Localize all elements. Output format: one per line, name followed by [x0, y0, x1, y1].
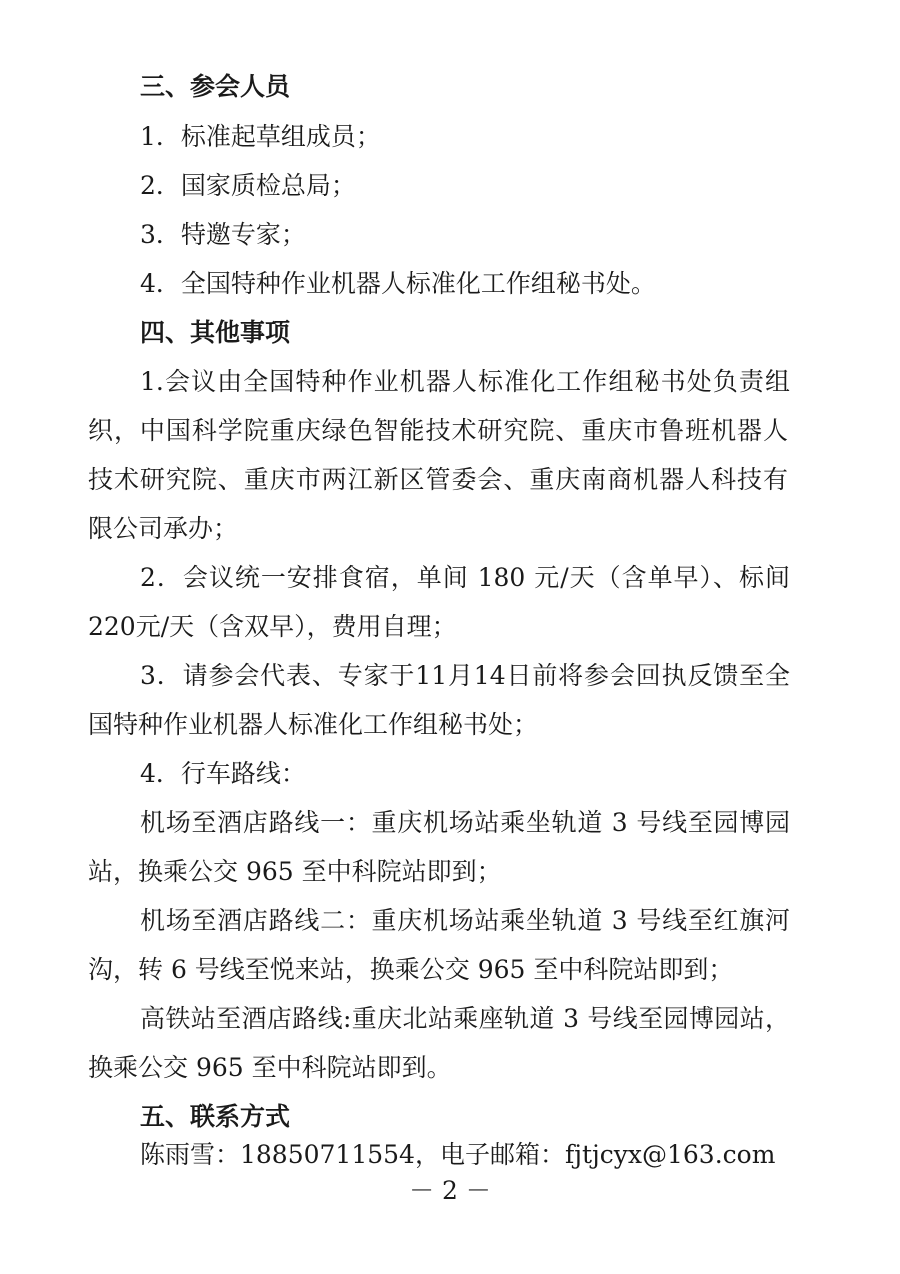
route1-line2: 站，换乘公交 965 至中科院站即到；: [88, 857, 502, 886]
attendee-item-3: 3．特邀专家；: [140, 220, 306, 249]
other-item2-line1: 2．会议统一安排食宿，单间 180 元/天（含单早）、标间: [140, 563, 790, 592]
attendee-item-2: 2．国家质检总局；: [140, 171, 356, 200]
other-item1-line3: 技术研究院、重庆市两江新区管委会、重庆南商机器人科技有: [88, 465, 788, 494]
route1-line1: 机场至酒店路线一：重庆机场站乘坐轨道 3 号线至园博园: [140, 808, 790, 837]
other-item3-line2: 国特种作业机器人标准化工作组秘书处；: [88, 710, 539, 739]
other-item4-title: 4．行车路线：: [140, 759, 306, 788]
route3-line2: 换乘公交 965 至中科院站即到。: [88, 1053, 452, 1082]
section-heading-contact: 五、联系方式: [140, 1102, 291, 1131]
other-item1-line1: 1.会议由全国特种作业机器人标准化工作组秘书处负责组: [140, 367, 790, 396]
route3-line1: 高铁站至酒店路线:重庆北站乘座轨道 3 号线至园博园站，: [140, 1004, 790, 1033]
attendee-item-1: 1．标准起草组成员；: [140, 122, 381, 151]
route2-line1: 机场至酒店路线二：重庆机场站乘坐轨道 3 号线至红旗河: [140, 906, 790, 935]
page-number: － 2 －: [409, 1176, 491, 1205]
section-heading-attendees: 三、参会人员: [140, 72, 291, 101]
contact-line: 陈雨雪：18850711554，电子邮箱：fjtjcyx@163.com: [140, 1140, 776, 1169]
other-item3-line1: 3．请参会代表、专家于11月14日前将参会回执反馈至全: [140, 661, 790, 690]
section-heading-other: 四、其他事项: [140, 318, 291, 347]
attendee-item-4: 4．全国特种作业机器人标准化工作组秘书处。: [140, 269, 656, 298]
route2-line2: 沟，转 6 号线至悦来站，换乘公交 965 至中科院站即到；: [88, 955, 734, 984]
other-item1-line4: 限公司承办；: [88, 514, 239, 543]
other-item2-line2: 220元/天（含双早），费用自理；: [88, 612, 457, 641]
other-item1-line2: 织，中国科学院重庆绿色智能技术研究院、重庆市鲁班机器人: [88, 416, 788, 445]
